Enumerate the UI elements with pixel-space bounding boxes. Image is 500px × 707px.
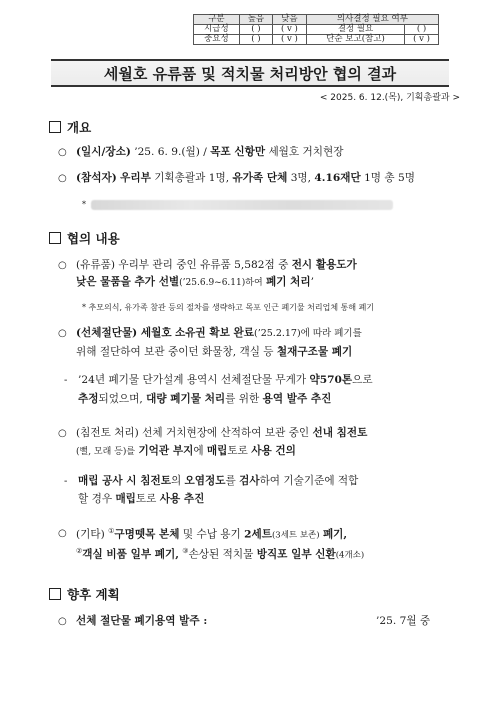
table-cell: ( ) — [405, 25, 439, 35]
table-cell: 시급성 — [194, 25, 240, 35]
table-header: 높음 — [239, 15, 272, 25]
bullet-circle-icon: ○ — [58, 147, 67, 158]
discussion-note: * 추모의식, 유가족 참관 등의 절차를 생략하고 목포 인근 폐기물 처리업체 통해 폐기 — [82, 303, 375, 312]
section-title: 개요 — [67, 120, 92, 135]
redacted-text-bar — [91, 200, 393, 210]
table-header: 낮음 — [273, 15, 307, 25]
discussion-item-4-line-2: ②객실 비품 일부 폐기, ③손상된 적치물 방직포 일부 신환(4개소) — [76, 547, 365, 561]
bullet-circle-icon: ○ — [58, 616, 67, 627]
section-title: 협의 내용 — [67, 231, 120, 246]
table-header-row — [194, 15, 439, 25]
overview-when-where: (일시/장소) ’25. 6. 9.(월) / 목포 신항만 세월호 거치현장 — [76, 146, 344, 158]
table-header: 의사결정 필요 여부 — [306, 15, 438, 25]
discussion-item-3-dash-line-2: 할 경우 매립토로 사용 추진 — [78, 493, 205, 505]
table-cell: ( ) — [239, 35, 272, 45]
discussion-item-3-line-2: (뻘, 모래 등)를 기억관 부지에 매립토로 사용 건의 — [76, 445, 296, 457]
discussion-item-2-line-1: (선체절단물) 세월호 소유권 확보 완료(’25.2.17)에 따라 폐기를 — [76, 327, 362, 339]
discussion-item-4-line-1: (기타) ①구명뗏목 본체 및 수납 용기 2세트(3세트 보존) 폐기, — [76, 527, 348, 541]
checkbox-square-icon — [49, 121, 61, 133]
checkbox-square-icon — [49, 232, 61, 244]
table-cell: ( ) — [239, 25, 272, 35]
section-heading-plan — [49, 585, 120, 603]
discussion-item-3-line-1: (침전토 처리) 선체 거치현장에 산적하여 보관 중인 선내 침전토 — [76, 427, 368, 439]
document-title — [51, 59, 449, 87]
checkbox-square-icon — [49, 588, 61, 600]
dash-mark: - — [64, 375, 68, 386]
section-heading-overview — [49, 118, 91, 136]
dash-mark: - — [64, 476, 68, 487]
bullet-circle-icon: ○ — [58, 260, 67, 271]
title-text: 세월호 유류품 및 적치물 처리방안 협의 결과 — [103, 64, 397, 83]
table-cell: 단순 보고(참고) — [306, 35, 404, 45]
classification-table — [193, 14, 439, 45]
table-row — [194, 25, 439, 35]
bullet-circle-icon: ○ — [58, 528, 67, 539]
bullet-circle-icon: ○ — [58, 173, 67, 184]
document-meta: < 2025. 6. 12.(목), 기획총괄과 > — [319, 93, 460, 103]
plan-item-date: ’25. 7월 중 — [376, 615, 431, 627]
section-heading-discussion — [49, 229, 120, 247]
discussion-item-2-line-2: 위해 절단하여 보관 중이던 화물창, 객실 등 철재구조물 폐기 — [76, 346, 353, 358]
table-header: 구분 — [194, 15, 240, 25]
table-cell: ( v ) — [405, 35, 439, 45]
table-cell: 결정 필요 — [306, 25, 404, 35]
overview-attendees: (참석자) 우리부 기획총괄과 1명, 유가족 단체 3명, 4.16재단 1명 총 5명 — [76, 172, 415, 184]
table-cell: 중요성 — [194, 35, 240, 45]
discussion-item-1-line-1: (유류품) 우리부 관리 중인 유류품 5,582점 중 전시 활용도가 — [76, 259, 357, 271]
bullet-circle-icon: ○ — [58, 328, 67, 339]
section-title: 향후 계획 — [67, 587, 120, 602]
discussion-item-3-dash-line-1: 매립 공사 시 침전토의 오염정도를 검사하여 기술기준에 적합 — [78, 475, 359, 487]
table-cell: ( v ) — [273, 25, 307, 35]
star-mark: * — [82, 200, 86, 209]
discussion-item-1-line-2: 낮은 물품을 추가 선별(’25.6.9~6.11)하여 폐기 처리’ — [76, 276, 315, 288]
discussion-item-2-dash-line-2: 추정되었으며, 대량 폐기물 처리를 위한 용역 발주 추진 — [78, 393, 332, 405]
discussion-item-2-dash-line-1: ’24년 폐기물 단가설계 용역시 선체절단물 무게가 약570톤으로 — [78, 374, 373, 386]
bullet-circle-icon: ○ — [58, 428, 67, 439]
plan-item: 선체 절단물 폐기용역 발주 : — [76, 615, 208, 627]
table-cell: ( v ) — [273, 35, 307, 45]
table-row — [194, 35, 439, 45]
